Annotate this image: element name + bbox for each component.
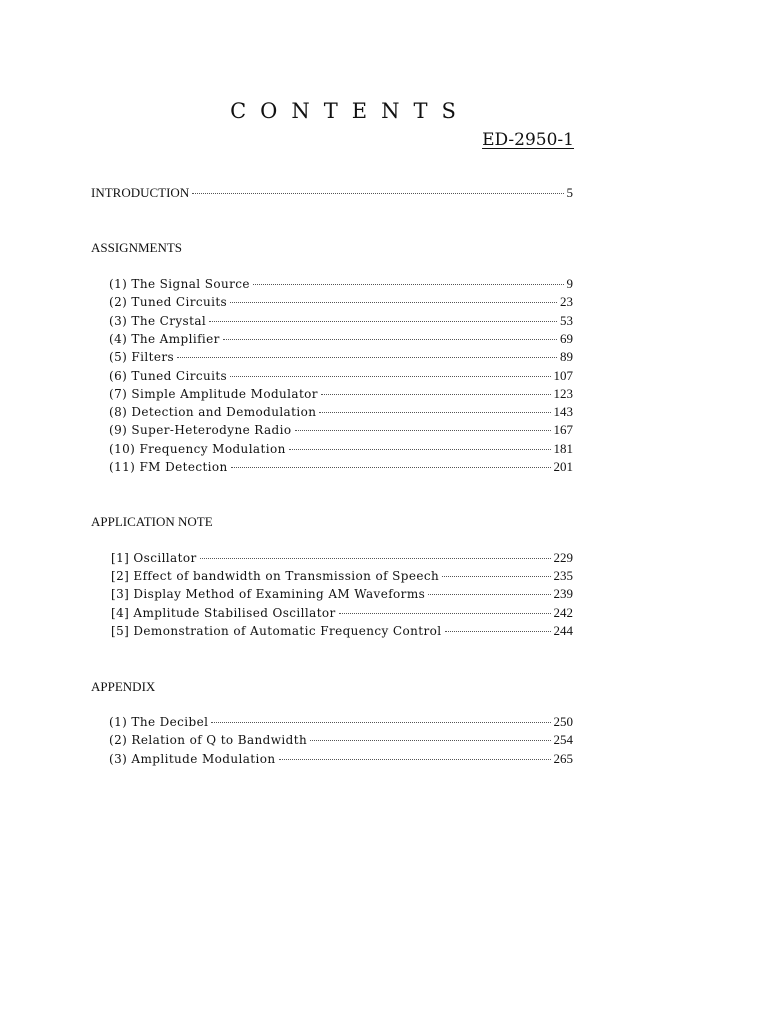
- dot-leader: [428, 594, 550, 595]
- toc-entry[interactable]: [109, 386, 573, 403]
- toc-entry-label: (3) Amplitude Modulation: [109, 751, 276, 766]
- toc-entry-page: 254: [553, 732, 573, 748]
- dot-leader: [279, 759, 551, 760]
- dot-leader: [442, 576, 550, 577]
- toc-entry[interactable]: [109, 441, 573, 458]
- dot-leader: [230, 302, 557, 303]
- dot-leader: [211, 722, 550, 723]
- section-heading-application-note: APPLICATION NOTE: [91, 514, 213, 529]
- toc-entry[interactable]: [109, 459, 573, 476]
- toc-entry-label: (1) The Decibel: [109, 715, 209, 729]
- toc-entry-page: 107: [553, 367, 573, 383]
- toc-entry-page: 229: [553, 550, 573, 565]
- toc-entry-page: 242: [553, 604, 573, 620]
- toc-entry-label: (5) Filters: [109, 350, 175, 365]
- dot-leader: [321, 394, 551, 395]
- toc-entry-label: (3) The Crystal: [109, 313, 207, 328]
- dot-leader: [253, 284, 564, 285]
- toc-entry-page: 181: [553, 440, 573, 456]
- dot-leader: [230, 376, 550, 377]
- dot-leader: [339, 613, 551, 614]
- dot-leader: [177, 357, 557, 358]
- document-code: ED-2950-1: [482, 130, 574, 150]
- dot-leader: [445, 631, 551, 632]
- toc-entry[interactable]: [109, 404, 573, 421]
- toc-entry-page: 167: [553, 422, 573, 438]
- toc-entry-label: [3] Display Method of Examining AM Waveforms: [111, 587, 426, 602]
- toc-entry-label: (4) The Amplifier: [109, 331, 220, 346]
- toc-entry-page: 9: [566, 276, 573, 291]
- toc-entry[interactable]: [109, 313, 573, 330]
- toc-entry-page: 265: [553, 750, 573, 766]
- dot-leader: [192, 193, 563, 194]
- toc-entry-page: 143: [553, 404, 573, 420]
- toc-entry[interactable]: [109, 276, 573, 293]
- toc-entry[interactable]: [109, 714, 573, 731]
- toc-entry-page: 239: [553, 586, 573, 602]
- toc-entry-introduction[interactable]: [91, 185, 573, 202]
- toc-entry-page: 123: [553, 385, 573, 401]
- toc-entry-label: (11) FM Detection: [109, 460, 228, 474]
- section-heading-appendix: APPENDIX: [91, 679, 156, 694]
- toc-entry-page: 5: [566, 185, 573, 200]
- dot-leader: [289, 449, 551, 450]
- toc-entry[interactable]: [111, 623, 573, 640]
- toc-entry[interactable]: [109, 732, 573, 749]
- toc-entry-label: (1) The Signal Source: [109, 277, 250, 291]
- toc-entry-label: (2) Tuned Circuits: [109, 295, 228, 310]
- section-heading-assignments: ASSIGNMENTS: [91, 240, 183, 255]
- toc-entry-page: 235: [553, 568, 573, 584]
- toc-entry-label: (9) Super-Heterodyne Radio: [109, 423, 292, 438]
- toc-entry[interactable]: [111, 568, 573, 585]
- dot-leader: [310, 740, 550, 741]
- toc-entry-label: (10) Frequency Modulation: [109, 441, 286, 456]
- page-title: CONTENTS: [230, 99, 470, 123]
- toc-entry[interactable]: [111, 550, 573, 567]
- toc-entry-label: (8) Detection and Demodulation: [109, 405, 317, 420]
- toc-entry-label: (7) Simple Amplitude Modulator: [109, 386, 318, 401]
- toc-entry-label: [2] Effect of bandwidth on Transmission of Speech: [111, 569, 440, 584]
- toc-entry[interactable]: [109, 349, 573, 366]
- toc-entry-label: (2) Relation of Q to Bandwidth: [109, 733, 308, 748]
- toc-entry-page: 250: [553, 714, 573, 729]
- toc-entry[interactable]: [109, 294, 573, 311]
- dot-leader: [200, 558, 551, 559]
- toc-entry[interactable]: [111, 586, 573, 603]
- toc-entry[interactable]: [111, 605, 573, 622]
- dot-leader: [209, 321, 557, 322]
- toc-entry-label: [5] Demonstration of Automatic Frequency Control: [111, 623, 442, 638]
- toc-entry[interactable]: [109, 751, 573, 768]
- toc-entry-page: 201: [553, 459, 573, 474]
- toc-entry-page: 244: [553, 622, 573, 638]
- toc-entry[interactable]: [109, 368, 573, 385]
- toc-entry-page: 23: [560, 294, 573, 310]
- dot-leader: [295, 430, 551, 431]
- toc-entry[interactable]: [109, 422, 573, 439]
- toc-entry-label: [4] Amplitude Stabilised Oscillator: [111, 605, 336, 620]
- dot-leader: [223, 339, 557, 340]
- toc-entry-page: 89: [560, 349, 573, 365]
- toc-entry-page: 53: [560, 312, 573, 328]
- toc-entry[interactable]: [109, 331, 573, 348]
- toc-entry-page: 69: [560, 330, 573, 346]
- toc-entry-label: [1] Oscillator: [111, 551, 197, 565]
- dot-leader: [231, 467, 551, 468]
- toc-entry-label: INTRODUCTION: [91, 185, 190, 200]
- toc-entry-label: (6) Tuned Circuits: [109, 368, 228, 383]
- dot-leader: [319, 412, 550, 413]
